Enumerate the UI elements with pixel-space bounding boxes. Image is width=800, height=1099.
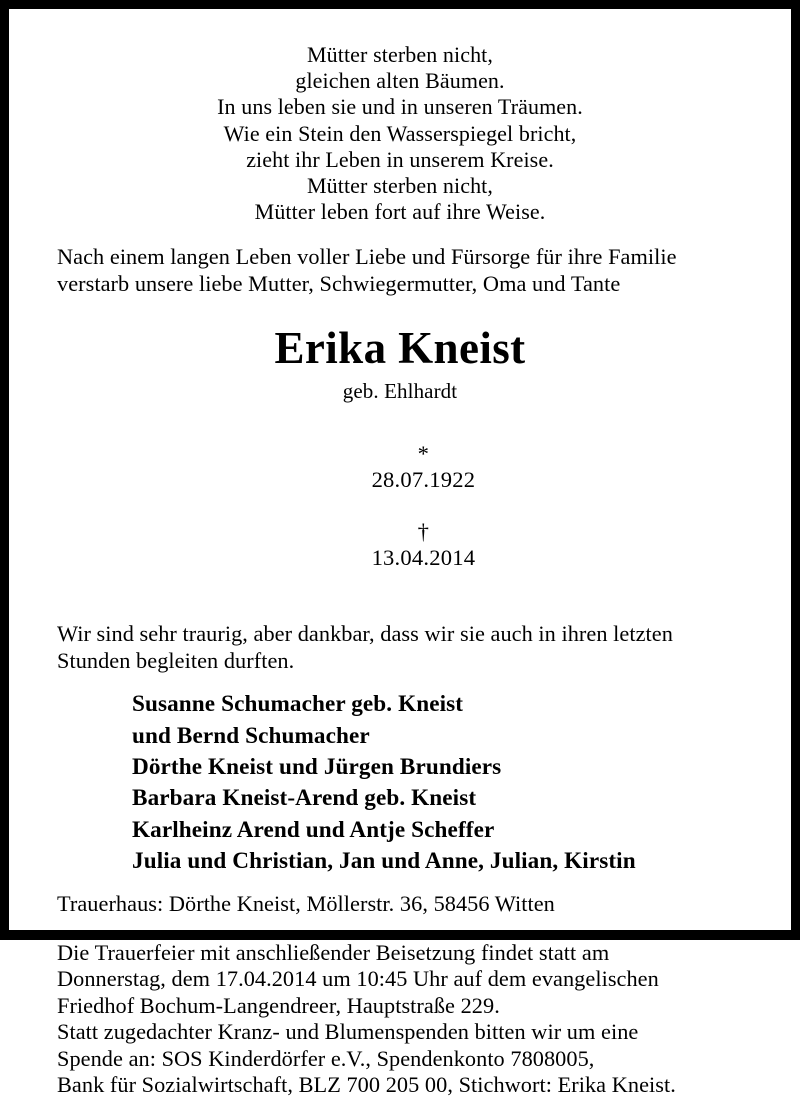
deceased-maiden-name: geb. Ehlhardt (342, 379, 458, 404)
donation-request (57, 1019, 753, 1099)
mourners-list (132, 689, 753, 877)
deceased-block (47, 323, 753, 597)
death-symbol-icon: † (417, 519, 430, 545)
mourner-entry: und Bernd Schumacher (132, 722, 370, 749)
poem-line: Mütter sterben nicht, (307, 173, 493, 199)
life-dates (47, 415, 753, 597)
announcement-intro (57, 244, 753, 297)
poem-line: Wie ein Stein den Wasserspiegel bricht, (223, 120, 577, 146)
poem-line: gleichen alten Bäumen. (295, 68, 505, 94)
poem-line: In uns leben sie und in unseren Träumen. (217, 94, 583, 120)
mourning-house-address (57, 891, 753, 918)
mourner-entry: Barbara Kneist-Arend geb. Kneist (132, 785, 477, 812)
gratitude-line: Stunden begleiten durften. (57, 647, 295, 673)
mourner-entry: Susanne Schumacher geb. Kneist (132, 691, 464, 718)
donation-line: Bank für Sozialwirtschaft, BLZ 700 205 00, Stichwort: Erika Kneist. (57, 1072, 676, 1098)
mourning-house-line: Trauerhaus: Dörthe Kneist, Möllerstr. 36, 58456 Witten (57, 891, 555, 917)
birth-date: 28.07.1922 (371, 467, 476, 493)
donation-line: Statt zugedachter Kranz- und Blumenspenden bitten wir um eine (57, 1019, 639, 1045)
ceremony-details (57, 940, 753, 1020)
donation-line: Spende an: SOS Kinderdörfer e.V., Spendenkonto 7808005, (57, 1045, 595, 1071)
poem-line: zieht ihr Leben in unserem Kreise. (246, 146, 554, 172)
memorial-poem (47, 9, 753, 225)
deceased-name: Erika Kneist (274, 323, 526, 374)
ceremony-line: Donnerstag, dem 17.04.2014 um 10:45 Uhr auf dem evangelischen (57, 966, 659, 992)
ceremony-line: Die Trauerfeier mit anschließender Beisetzung findet statt am (57, 939, 610, 965)
gratitude-statement (57, 621, 753, 674)
mourner-entry: Karlheinz Arend und Antje Scheffer (132, 816, 495, 843)
gratitude-line: Wir sind sehr traurig, aber dankbar, dass wir sie auch in ihren letzten (57, 621, 673, 647)
obituary-sheet (9, 9, 791, 1098)
poem-line: Mütter leben fort auf ihre Weise. (254, 199, 546, 225)
intro-line: Nach einem langen Leben voller Liebe und Fürsorge für ihre Familie (57, 244, 677, 270)
ceremony-line: Friedhof Bochum-Langendreer, Hauptstraße 229. (57, 992, 500, 1018)
mourner-entry: Julia und Christian, Jan und Anne, Julian, Kirstin (132, 847, 636, 874)
birth-symbol-icon: * (417, 441, 430, 467)
intro-line: verstarb unsere liebe Mutter, Schwiegermutter, Oma und Tante (57, 270, 621, 296)
death-date: 13.04.2014 (371, 545, 476, 571)
poem-line: Mütter sterben nicht, (307, 42, 493, 67)
mourner-entry: Dörthe Kneist und Jürgen Brundiers (132, 754, 502, 781)
